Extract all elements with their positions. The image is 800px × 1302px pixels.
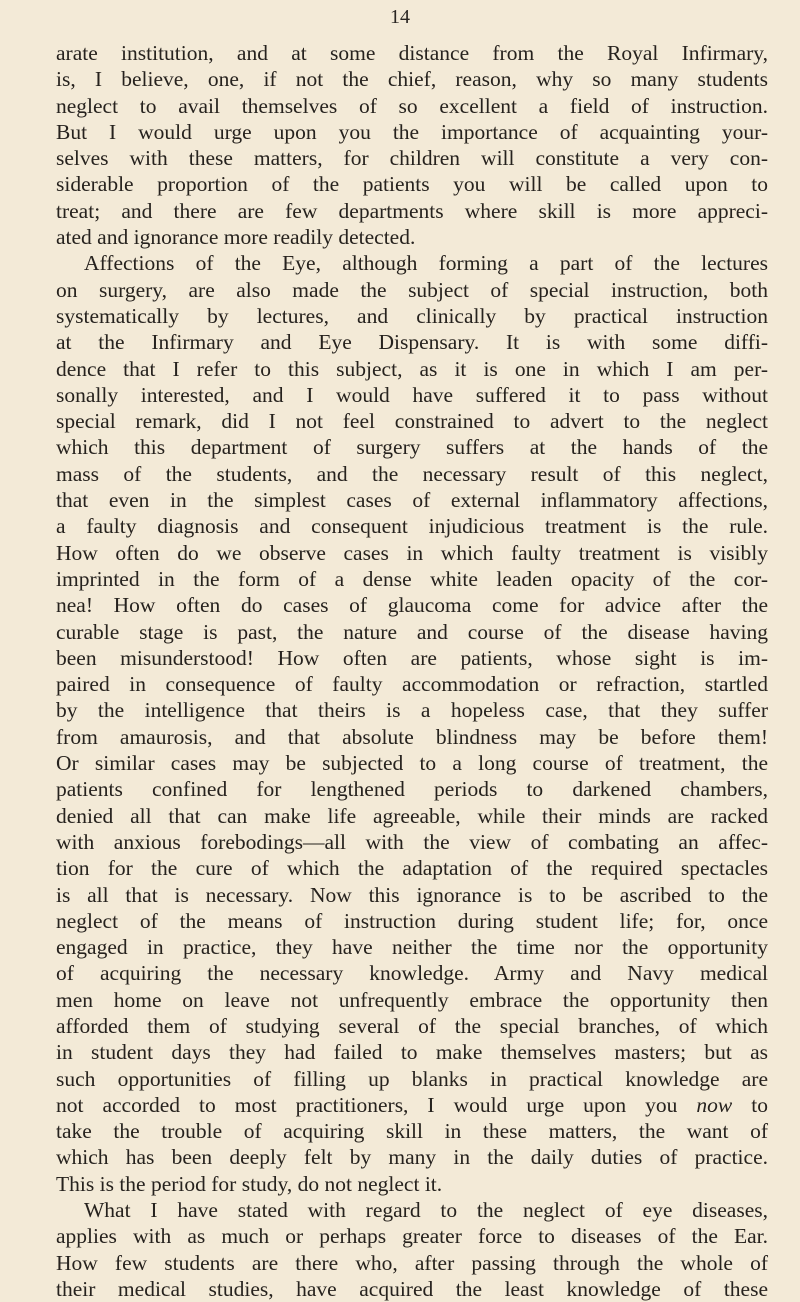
text-line: at the Infirmary and Eye Dispensary. It is with some diffi-	[56, 330, 768, 355]
text-line: which this department of surgery suffers at the hands of the	[56, 435, 768, 460]
page-number: 14	[390, 6, 410, 28]
text-line: nea! How often do cases of glaucoma come for advice after the	[56, 593, 768, 618]
text-line: denied all that can make life agreeable, while their minds are racked	[56, 803, 768, 828]
text-line: systematically by lectures, and clinically by practical instruction	[56, 303, 768, 328]
text-line: in student days they had failed to make themselves masters; but as	[56, 1040, 768, 1065]
text-line: is all that is necessary. Now this ignorance is to be ascribed to the	[56, 882, 768, 907]
text-line: dence that I refer to this subject, as it is one in which I am per-	[56, 356, 768, 381]
text-line: men home on leave not unfrequently embrace the opportunity then	[56, 987, 768, 1012]
text-line: arate institution, and at some distance from the Royal Infirmary,	[56, 41, 768, 65]
text-line: applies with as much or perhaps greater force to diseases of the Ear.	[56, 1224, 768, 1249]
text-line: is, I believe, one, if not the chief, reason, why so many students	[56, 67, 768, 92]
text-line: treat; and there are few departments where skill is more appreci-	[56, 198, 768, 223]
text-line: paired in consequence of faulty accommodation or refraction, startled	[56, 672, 768, 697]
text-line: special remark, did I not feel constrained to advert to the neglect	[56, 409, 768, 434]
text-line: from amaurosis, and that absolute blindness may be before them!	[56, 724, 768, 749]
text-line: take the trouble of acquiring skill in these matters, the want of	[56, 1119, 768, 1144]
text-line: This is the period for study, do not neglect it.	[56, 1171, 443, 1196]
text-line: neglect to avail themselves of so excellent a field of instruction.	[56, 93, 768, 118]
body-text	[56, 40, 768, 1302]
text-line: that even in the simplest cases of external inflammatory affections,	[56, 488, 768, 513]
text-line: with anxious forebodings—all with the view of combating an affec-	[56, 829, 768, 854]
text-line: imprinted in the form of a dense white leaden opacity of the cor-	[56, 566, 768, 591]
text-line: such opportunities of filling up blanks in practical knowledge are	[56, 1066, 768, 1091]
text-line: ated and ignorance more readily detected.	[56, 225, 416, 250]
text-line: What I have stated with regard to the neglect of eye diseases,	[84, 1198, 768, 1223]
text-line: engaged in practice, they have neither the time nor the opportunity	[56, 935, 768, 960]
text-line: Or similar cases may be subjected to a long course of treatment, the	[56, 751, 768, 776]
text-line: But I would urge upon you the importance of acquainting your-	[56, 119, 768, 144]
text-line: siderable proportion of the patients you will be called upon to	[56, 172, 768, 197]
text-line: on surgery, are also made the subject of special instruction, both	[56, 277, 768, 302]
text-line: patients confined for lengthened periods to darkened chambers,	[56, 777, 768, 802]
text-line: of acquiring the necessary knowledge. Army and Navy medical	[56, 961, 768, 986]
text-line: a faulty diagnosis and consequent injudicious treatment is the rule.	[56, 514, 768, 539]
text-line: their medical studies, have acquired the least knowledge of these	[56, 1276, 768, 1301]
text-line: tion for the cure of which the adaptation of the required spectacles	[56, 856, 768, 881]
text-line: by the intelligence that theirs is a hopeless case, that they suffer	[56, 698, 768, 723]
text-segment: not accorded to most practitioners, I would urge upon you	[56, 1092, 697, 1117]
text-line	[56, 1092, 768, 1118]
text-line: curable stage is past, the nature and course of the disease having	[56, 619, 768, 644]
text-line: which has been deeply felt by many in the daily duties of practice.	[56, 1145, 768, 1170]
text-line: selves with these matters, for children will constitute a very con-	[56, 146, 768, 171]
text-line: sonally interested, and I would have suffered it to pass without	[56, 382, 768, 407]
text-line: How few students are there who, after passing through the whole of	[56, 1250, 768, 1275]
text-line: How often do we observe cases in which faulty treatment is visibly	[56, 540, 768, 565]
text-line: been misunderstood! How often are patients, whose sight is im-	[56, 645, 768, 670]
text-line: afforded them of studying several of the special branches, of which	[56, 1013, 768, 1038]
text-line: mass of the students, and the necessary result of this neglect,	[56, 461, 768, 486]
italic-word: now	[696, 1092, 733, 1117]
text-line: neglect of the means of instruction during student life; for, once	[56, 908, 768, 933]
text-line: Affections of the Eye, although forming a part of the lectures	[84, 251, 768, 276]
text-segment: to	[732, 1092, 768, 1117]
